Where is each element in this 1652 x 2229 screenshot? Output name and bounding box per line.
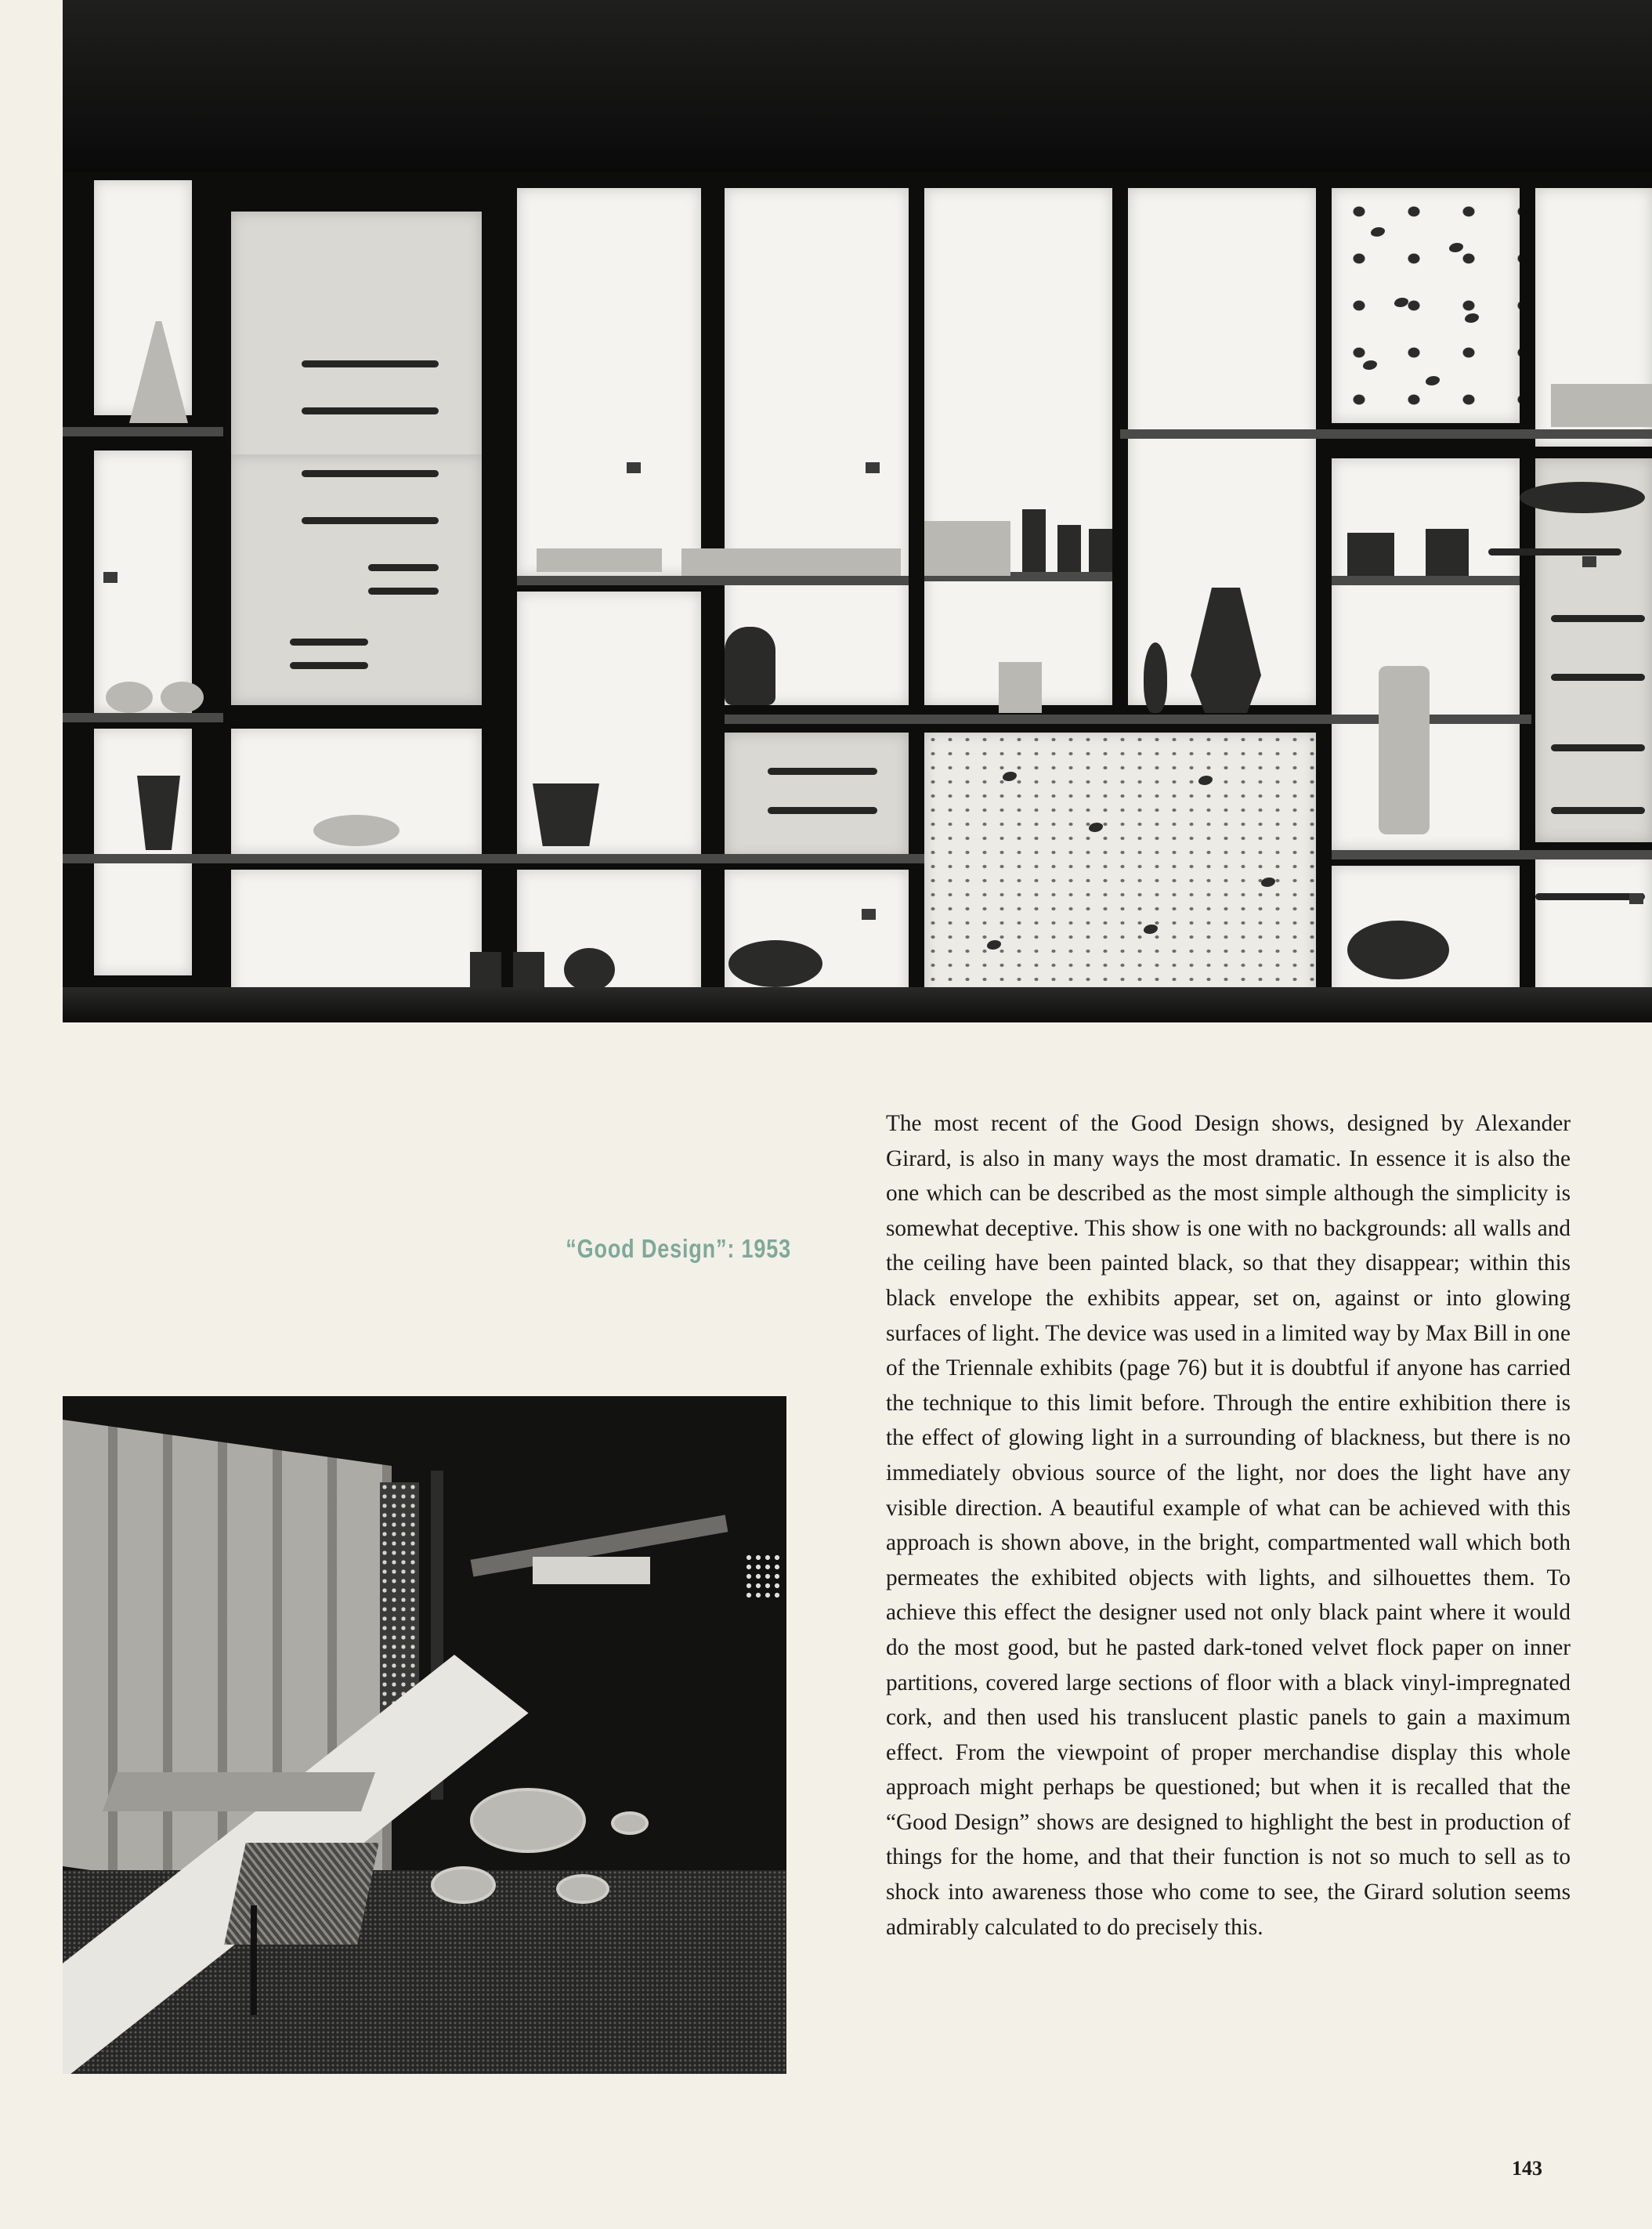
plate [611,1811,649,1835]
bowl [1347,921,1449,979]
knife [368,564,439,571]
pot [1426,529,1469,576]
lit-grille [744,1553,783,1600]
section-caption: “Good Design”: 1953 [566,1234,791,1263]
leaf-pattern-panel [1332,188,1520,423]
label-tag [627,462,641,473]
display-cell [231,870,482,999]
display-cell [924,188,1112,705]
spoon [1551,674,1645,681]
shelf [517,576,909,585]
pot [1347,533,1394,576]
bird-vase [1144,642,1167,713]
spoon [1551,744,1645,751]
spoon [302,517,439,524]
bowl [161,682,204,713]
floor-strip [63,987,1652,1022]
cup [470,952,501,987]
label-tag [862,909,876,920]
fork [302,360,439,367]
cup [513,952,544,987]
pitcher [725,627,775,705]
display-cell [1535,854,1652,999]
bowl [106,682,153,713]
display-wall-photo [63,0,1652,1022]
bowl [564,948,615,991]
chair-leg [251,1905,257,2015]
shelf [63,854,924,863]
display-cell [725,733,909,858]
page-number: 143 [1512,2157,1542,2180]
spoon [1535,893,1645,900]
knife [368,588,439,595]
spoon [302,407,439,414]
cups [1551,384,1652,427]
article-body: The most recent of the Good Design shows, designed by Alexander Girard, is also in many ways the most dramatic. In essence it is also the one which can be described as the most simple although the simplicity is somewhat deceptive. This show is one with no backgrounds: all walls and the ceiling have been painted black, so that they disappear; within this black envelope the exhibits appear, set on, against or into glowing surfaces of light. The device was used in a limited way by Max Bill in one of the Triennale exhibits (page 76) but it is doubtful if anyone has carried the technique to this limit before. Through the entire exhibition there is the effect of glowing light in a surrounding of blackness, but there is no immediately obvious source of the light, nor does the light have any visible direction. A beautiful example of what can be achieved with this approach is shown above, in the bright, compartmented wall which both permeates the exhibited objects with lights, and silhouettes them. To achieve this effect the designer used not only black paint where it would do the most good, but he pasted dark-toned velvet flock paper on inner partitions, covered large sections of floor with a black vinyl-impregnated cork, and then used his translucent plastic panels to gain a maximum effect. From the viewpoint of proper merchandise display this whole approach might perhaps be questioned; but when it is recalled that the “Good Design” shows are designed to highlight the best in production of things for the home, and that their function is not so much to sell as to shock into awareness those who come to see, the Girard solution seems admirably calculated to do precisely this. [886,1111,1571,1940]
fork [768,768,877,775]
shelf [1120,429,1652,439]
counter [533,1557,650,1584]
shelf [63,427,223,436]
glass-tumblers [924,521,1010,576]
label-tag [866,462,880,473]
gallery-interior-photo [63,1396,786,2074]
glassware [537,548,662,572]
planter [533,783,599,846]
glass-vase [1379,666,1430,834]
mesh-chair [224,1843,379,1945]
leaf-pattern-panel [924,733,1316,999]
tall-glass [1089,529,1112,572]
spoon [768,807,877,814]
server [290,662,368,669]
label-tag [103,572,117,583]
display-cell [517,188,701,576]
side-table [103,1772,375,1811]
label-tag [1582,556,1596,567]
display-cell [1535,458,1652,842]
shelf [63,713,223,722]
spatula [1488,548,1621,555]
ladle [1520,482,1645,513]
shelf [1332,850,1652,859]
shelf [1332,576,1520,585]
spoon [1551,807,1645,814]
glass [999,662,1042,713]
display-cell [94,729,192,975]
platter [728,940,822,987]
label-tag [1629,893,1643,904]
stemware [681,548,901,576]
bowl [431,1866,496,1904]
display-cell [231,212,482,470]
server [290,639,368,646]
tall-glass [1022,509,1046,572]
glass-bowl [313,815,399,846]
fork [302,470,439,477]
fork [1551,615,1645,622]
basket [470,1788,586,1853]
ceiling [63,0,1652,172]
tall-glass [1057,525,1081,572]
bowl [556,1874,609,1904]
